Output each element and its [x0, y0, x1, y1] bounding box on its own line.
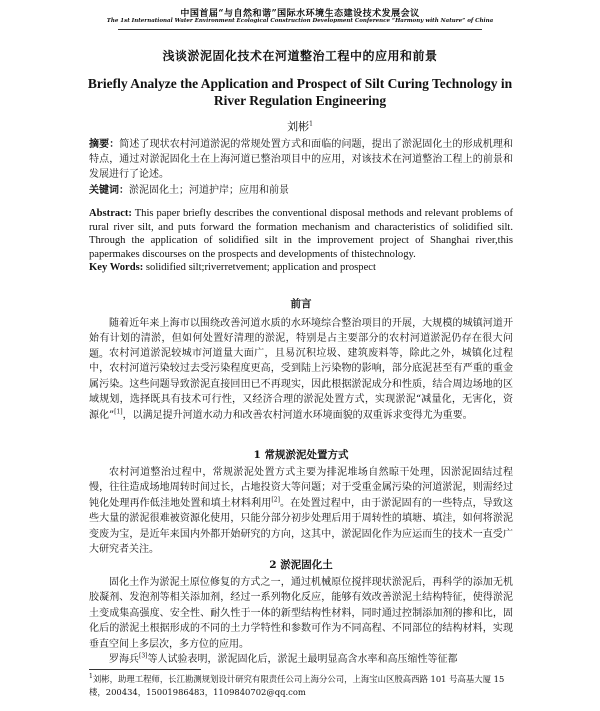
section-heading-1: 1 常规淤泥处置方式 — [253, 449, 349, 461]
keywords-en-label: Key Words: — [89, 262, 144, 274]
author-name: 刘彬 — [287, 120, 310, 133]
abstract-cn-text: 简述了现状农村河道淤泥的常规处置方式和面临的问题，提出了淤泥固化土的形成机理和特点，通过对淤泥固化土在上海河道已整治项目中的应用，对该技术在河道整治工程上的前景和发展进行了论述。 — [89, 139, 514, 181]
paragraph-foreword-2 — [89, 346, 513, 423]
abstract-cn-label: 摘要： — [89, 139, 120, 150]
author-footnote-mark: 1 — [309, 120, 313, 128]
author — [250, 118, 350, 134]
abstract-en-text: This paper briefly describes the conventional disposal methods and relevant problems of rural river silt, and puts forward the formation mechanism and characteristics of solidified silt. Through the application of solidified silt in the improvement project of Shanghai river,this papermakes discourses on the prospects and developments of thistechnology. — [89, 208, 513, 260]
citation-1: [1] — [114, 408, 123, 416]
header-rule — [118, 29, 482, 30]
citation-3: [3] — [139, 652, 148, 660]
footnote-mark: 1 — [89, 673, 93, 681]
abstract-cn-body — [89, 137, 513, 183]
paragraph-foreword-2-text-a: 农村河道淤泥较城市河道量大面广，且易沉积垃圾、建筑废料等，除此之外，城镇化过程中，农村河道污染较过去受污染程度更高，受到陆上污染物的影响，部分底泥甚至有严重的重金属污染。这些问题导致淤泥直接回田已不再现实，因此根据淤泥成分和性质，结合周边场地的区域规划，选择既具有技术可行性，又经济合理的淤泥处置方式，实现淤泥“减量化，无害化，资源化” — [89, 348, 513, 421]
keywords-cn — [89, 183, 513, 198]
paragraph-section-1-text-a: 农村河道整治过程中，常规淤泥处置方式主要为排泥堆场自然晾干处理，因淤泥固结过程慢，往往造成场地周转时间过长，占地投资大等问题；对于受重金属污染的河道淤泥，则需经过钝化处理再作低洼地处置和填土材料利用 — [89, 467, 513, 509]
conference-header-cn: 中国首届“与自然和谐”国际水环境生态建设技术发展会议 — [180, 9, 420, 19]
footnote-text: 刘彬，助理工程师，长江勘测规划设计研究有限责任公司上海分公司，上海宝山区殷高西路 101 号高基大厦 15 楼，200434，15001986483，1109840702@qq.com — [89, 674, 505, 697]
section-heading-2: 2 淤泥固化土 — [269, 559, 333, 571]
citation-2: [2] — [271, 496, 280, 504]
keywords-cn-label: 关键词： — [89, 184, 129, 196]
keywords-en — [89, 261, 513, 275]
paper-title-cn: 浅谈淤泥固化技术在河道整治工程中的应用和前景 — [162, 49, 438, 63]
paragraph-section-2-part-2 — [89, 652, 513, 667]
abstract-cn — [89, 137, 513, 198]
paragraph-section-2-text-a: 罗海兵 — [109, 654, 139, 666]
keywords-en-text: solidified silt;riverretvement; application and prospect — [143, 262, 376, 274]
paragraph-foreword-1: 随着近年来上海市以围绕改善河道水质的水环境综合整治项目的开展，大规模的城镇河道开始有计划的清淤，但如何处置好清理的淤泥，特别是占主要部分的农村河道淤泥仍存在很大问题。 — [89, 318, 513, 360]
paragraph-section-1-text-b: 。在处置过程中，由于淤泥固有的一些特点，导致这些大量的淤泥很难被资源化使用，只能分部分初步处理后用于周转性的填塘、填洼，如何将淤泥变废为宝，是近年来国内外都开始研究的方向，这其中，淤泥固化作为应运而生的技术一直受广大研究者关注。 — [89, 497, 514, 556]
paper-title-en: Briefly Analyze the Application and Prospect of Silt Curing Technology in River Regulation Engineering — [87, 76, 513, 108]
paragraph-section-2-text-b: 等人试验表明，淤泥固化后，淤泥土最明显高含水率和高压缩性等征都 — [147, 654, 458, 666]
footnote — [89, 673, 515, 699]
keywords-cn-text: 淤泥固化土；河道护岸；应用和前景 — [129, 184, 289, 196]
abstract-en-label: Abstract: — [89, 208, 132, 219]
conference-header-en: The 1st International Water Environment Ecological Construction Development Conference “Harmony with Nature” of China — [106, 18, 494, 24]
abstract-en — [89, 207, 513, 275]
section-heading-foreword: 前言 — [290, 298, 312, 310]
paragraph-section-2 — [89, 575, 513, 667]
paragraph-section-1 — [89, 465, 513, 557]
paragraph-foreword-2-text-b: ，以满足提升河道水动力和改善农村河道水环境面貌的双重诉求变得尤为重要。 — [122, 409, 473, 421]
paragraph-section-2-part-1: 固化土作为淤泥土原位修复的方式之一，通过机械原位搅拌现状淤泥后，再科学的添加无机胶凝剂、发泡剂等相关添加剂，经过一系列物化反应，能够有效改善淤泥土结构特征，使得淤泥土变成集高强度、安全性、耐久性于一体的新型结构性材料，同时通过控制添加剂的掺和比，固化后的淤泥土根据形成的不同的土力学特性和参数可作为不同高程、不同部位的结构材料，实现垂直空间上多层次，多方位的应用。 — [89, 577, 513, 650]
abstract-en-body — [89, 207, 513, 261]
footnote-rule — [89, 669, 201, 670]
